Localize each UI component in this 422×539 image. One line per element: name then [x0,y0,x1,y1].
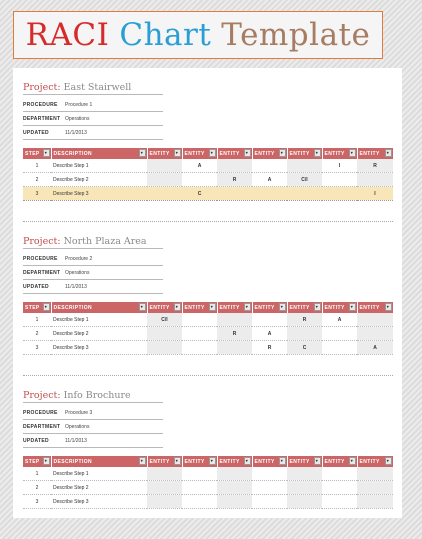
department-value: Operations [65,423,90,430]
entity-cell[interactable] [182,341,217,355]
updated-label: UPDATED [23,437,49,444]
step-cell[interactable]: 3 [23,495,51,509]
description-cell[interactable]: Describe Step 1 [51,313,147,327]
table-row[interactable] [23,313,393,327]
entity-cell[interactable]: R [287,313,322,327]
department-label: DEPARTMENT [23,115,61,122]
entity-cell[interactable] [322,327,357,341]
entity-cell[interactable]: C [287,341,322,355]
raci-table-3 [23,456,394,509]
column-header-label: DESCRIPTION [53,458,93,465]
entity-cell[interactable]: R [357,159,393,173]
entity-cell[interactable]: A [322,313,357,327]
filter-dropdown-icon[interactable]: ▾ [139,303,146,311]
department-label: DEPARTMENT [23,423,61,430]
filter-dropdown-icon[interactable]: ▾ [174,303,181,311]
department-row[interactable] [23,420,163,434]
project-info [23,406,163,448]
title-word-template: Template [221,17,371,53]
column-header-entity-5[interactable] [287,302,322,313]
column-header-entity-5[interactable] [287,456,322,467]
entity-cell[interactable] [182,173,217,187]
entity-cell[interactable] [147,159,182,173]
entity-cell[interactable] [182,481,217,495]
column-header-label: ENTITY [359,150,380,157]
procedure-value: Procedure 2 [65,255,93,262]
procedure-row[interactable] [23,252,163,266]
column-header-label: ENTITY [184,304,205,311]
filter-dropdown-icon[interactable]: ▾ [174,457,181,465]
raci-table-1 [23,148,394,201]
entity-cell[interactable] [217,159,252,173]
filter-dropdown-icon[interactable]: ▾ [209,149,216,157]
column-header-entity-1[interactable] [147,302,182,313]
project-label: Project: [23,390,61,401]
column-header-entity-6[interactable] [322,148,357,159]
column-header-entity-1[interactable] [147,148,182,159]
procedure-row[interactable] [23,98,163,112]
table-row[interactable] [23,341,393,355]
column-header-label: ENTITY [219,458,240,465]
procedure-label: PROCEDURE [23,255,58,262]
table-header-row [23,456,393,467]
title-word-chart: Chart [119,17,212,53]
entity-cell[interactable] [147,481,182,495]
filter-dropdown-icon[interactable]: ▾ [244,149,251,157]
column-header-label: ENTITY [289,304,310,311]
column-header-description[interactable] [51,302,147,313]
column-header-step[interactable] [23,148,51,159]
entity-cell[interactable] [147,327,182,341]
step-cell[interactable]: 3 [23,187,51,201]
filter-dropdown-icon[interactable]: ▾ [385,303,392,311]
column-header-label: ENTITY [359,304,380,311]
column-header-entity-4[interactable] [252,302,287,313]
entity-cell[interactable] [182,495,217,509]
updated-row[interactable] [23,434,163,448]
description-cell[interactable]: Describe Step 2 [51,481,147,495]
updated-value: 11/1/2013 [65,283,87,290]
column-header-label: ENTITY [359,458,380,465]
entity-cell[interactable] [252,495,287,509]
entity-cell[interactable] [287,467,322,481]
procedure-label: PROCEDURE [23,101,58,108]
entity-cell[interactable] [252,313,287,327]
table-row[interactable] [23,327,393,341]
project-info [23,252,163,294]
entity-cell[interactable] [287,495,322,509]
step-cell[interactable]: 3 [23,341,51,355]
entity-cell[interactable] [147,495,182,509]
department-value: Operations [65,115,90,122]
entity-cell[interactable] [287,187,322,201]
description-cell[interactable]: Describe Step 3 [51,187,147,201]
entity-cell[interactable]: A [252,327,287,341]
column-header-entity-5[interactable] [287,148,322,159]
spreadsheet [13,68,402,518]
updated-label: UPDATED [23,129,49,136]
department-label: DEPARTMENT [23,269,61,276]
table-header-row [23,148,393,159]
column-header-label: STEP [25,150,40,157]
entity-cell[interactable]: R [217,173,252,187]
entity-cell[interactable] [322,481,357,495]
filter-dropdown-icon[interactable]: ▾ [174,149,181,157]
column-header-label: ENTITY [149,150,170,157]
filter-dropdown-icon[interactable]: ▾ [314,457,321,465]
step-cell[interactable]: 1 [23,159,51,173]
description-cell[interactable]: Describe Step 2 [51,327,147,341]
column-header-entity-2[interactable] [182,456,217,467]
entity-cell[interactable]: C/I [147,313,182,327]
table-row[interactable] [23,159,393,173]
entity-cell[interactable] [357,313,393,327]
filter-dropdown-icon[interactable]: ▾ [43,149,50,157]
column-header-label: ENTITY [149,458,170,465]
title-word-raci: RACI [25,17,110,53]
filter-dropdown-icon[interactable]: ▾ [349,457,356,465]
project-name: North Plaza Area [63,236,147,247]
column-header-entity-7[interactable] [357,456,393,467]
filter-dropdown-icon[interactable]: ▾ [209,303,216,311]
entity-cell[interactable]: C/I [287,173,322,187]
procedure-row[interactable] [23,406,163,420]
entity-cell[interactable]: A [357,341,393,355]
column-header-label: ENTITY [219,150,240,157]
column-header-entity-7[interactable] [357,302,393,313]
filter-dropdown-icon[interactable]: ▾ [244,303,251,311]
column-header-label: ENTITY [149,304,170,311]
column-header-label: ENTITY [184,458,205,465]
filter-dropdown-icon[interactable]: ▾ [244,457,251,465]
column-header-label: STEP [25,458,40,465]
filter-dropdown-icon[interactable]: ▾ [314,303,321,311]
column-header-step[interactable] [23,456,51,467]
table-row[interactable] [23,187,393,201]
entity-cell[interactable] [182,327,217,341]
entity-cell[interactable] [182,313,217,327]
section-divider [23,375,393,376]
filter-dropdown-icon[interactable]: ▾ [385,149,392,157]
table-row[interactable] [23,495,393,509]
column-header-description[interactable] [51,456,147,467]
column-header-label: ENTITY [324,150,345,157]
filter-dropdown-icon[interactable]: ▾ [279,303,286,311]
entity-cell[interactable]: R [252,341,287,355]
column-header-description[interactable] [51,148,147,159]
column-header-entity-4[interactable] [252,148,287,159]
filter-dropdown-icon[interactable]: ▾ [349,149,356,157]
column-header-entity-4[interactable] [252,456,287,467]
step-cell[interactable]: 2 [23,327,51,341]
table-header-row [23,302,393,313]
column-header-label: DESCRIPTION [53,304,93,311]
updated-row[interactable] [23,126,163,140]
step-cell[interactable]: 2 [23,481,51,495]
entity-cell[interactable] [147,173,182,187]
step-cell[interactable]: 1 [23,467,51,481]
project-block-2 [23,236,393,294]
entity-cell[interactable] [252,187,287,201]
entity-cell[interactable]: A [182,159,217,173]
entity-cell[interactable] [287,327,322,341]
entity-cell[interactable]: I [322,159,357,173]
column-header-entity-6[interactable] [322,302,357,313]
entity-cell[interactable] [147,467,182,481]
department-row[interactable] [23,112,163,126]
procedure-value: Procedure 1 [65,101,93,108]
entity-cell[interactable] [217,313,252,327]
column-header-entity-1[interactable] [147,456,182,467]
entity-cell[interactable] [147,341,182,355]
updated-label: UPDATED [23,283,49,290]
project-name: Info Brochure [63,390,131,401]
filter-dropdown-icon[interactable]: ▾ [43,303,50,311]
filter-dropdown-icon[interactable]: ▾ [209,457,216,465]
column-header-label: ENTITY [254,150,275,157]
description-cell[interactable]: Describe Step 3 [51,341,147,355]
entity-cell[interactable] [182,467,217,481]
column-header-label: ENTITY [184,150,205,157]
project-label: Project: [23,236,61,247]
entity-cell[interactable]: C [182,187,217,201]
entity-cell[interactable] [287,159,322,173]
entity-cell[interactable] [357,495,393,509]
page-title [13,11,383,59]
entity-cell[interactable] [322,341,357,355]
entity-cell[interactable] [357,481,393,495]
section-divider [23,221,393,222]
entity-cell[interactable] [147,187,182,201]
column-header-entity-3[interactable] [217,302,252,313]
department-row[interactable] [23,266,163,280]
project-block-3 [23,390,393,448]
entity-cell[interactable] [357,173,393,187]
column-header-entity-6[interactable] [322,456,357,467]
filter-dropdown-icon[interactable]: ▾ [279,457,286,465]
filter-dropdown-icon[interactable]: ▾ [279,149,286,157]
table-row[interactable] [23,467,393,481]
project-title[interactable] [23,82,163,95]
project-info [23,98,163,140]
entity-cell[interactable]: A [252,173,287,187]
raci-table-2 [23,302,394,355]
step-cell[interactable]: 1 [23,313,51,327]
project-label: Project: [23,82,61,93]
table-row[interactable] [23,173,393,187]
entity-cell[interactable] [357,327,393,341]
entity-cell[interactable] [252,159,287,173]
column-header-entity-3[interactable] [217,456,252,467]
filter-dropdown-icon[interactable]: ▾ [139,457,146,465]
filter-dropdown-icon[interactable]: ▾ [314,149,321,157]
column-header-label: DESCRIPTION [53,150,93,157]
column-header-entity-2[interactable] [182,302,217,313]
project-title[interactable] [23,390,163,403]
filter-dropdown-icon[interactable]: ▾ [139,149,146,157]
entity-cell[interactable] [217,481,252,495]
description-cell[interactable]: Describe Step 2 [51,173,147,187]
column-header-entity-3[interactable] [217,148,252,159]
entity-cell[interactable] [252,481,287,495]
entity-cell[interactable]: I [357,187,393,201]
department-value: Operations [65,269,90,276]
entity-cell[interactable] [322,467,357,481]
column-header-label: STEP [25,304,40,311]
column-header-entity-7[interactable] [357,148,393,159]
column-header-entity-2[interactable] [182,148,217,159]
column-header-label: ENTITY [324,304,345,311]
table-row[interactable] [23,481,393,495]
entity-cell[interactable] [217,341,252,355]
updated-value: 11/1/2013 [65,437,87,444]
description-cell[interactable]: Describe Step 3 [51,495,147,509]
column-header-label: ENTITY [254,304,275,311]
filter-dropdown-icon[interactable]: ▾ [349,303,356,311]
column-header-label: ENTITY [219,304,240,311]
project-block-1 [23,82,393,140]
description-cell[interactable]: Describe Step 1 [51,467,147,481]
entity-cell[interactable] [217,467,252,481]
entity-cell[interactable] [252,467,287,481]
entity-cell[interactable] [322,187,357,201]
entity-cell[interactable] [322,495,357,509]
project-title[interactable] [23,236,163,249]
entity-cell[interactable]: R [217,327,252,341]
column-header-step[interactable] [23,302,51,313]
entity-cell[interactable] [322,173,357,187]
entity-cell[interactable] [217,495,252,509]
procedure-value: Procedure 3 [65,409,93,416]
entity-cell[interactable] [217,187,252,201]
filter-dropdown-icon[interactable]: ▾ [43,457,50,465]
column-header-label: ENTITY [289,150,310,157]
entity-cell[interactable] [357,467,393,481]
column-header-label: ENTITY [289,458,310,465]
description-cell[interactable]: Describe Step 1 [51,159,147,173]
procedure-label: PROCEDURE [23,409,58,416]
updated-row[interactable] [23,280,163,294]
step-cell[interactable]: 2 [23,173,51,187]
filter-dropdown-icon[interactable]: ▾ [385,457,392,465]
entity-cell[interactable] [287,481,322,495]
column-header-label: ENTITY [254,458,275,465]
updated-value: 11/1/2013 [65,129,87,136]
project-name: East Stairwell [63,82,132,93]
column-header-label: ENTITY [324,458,345,465]
